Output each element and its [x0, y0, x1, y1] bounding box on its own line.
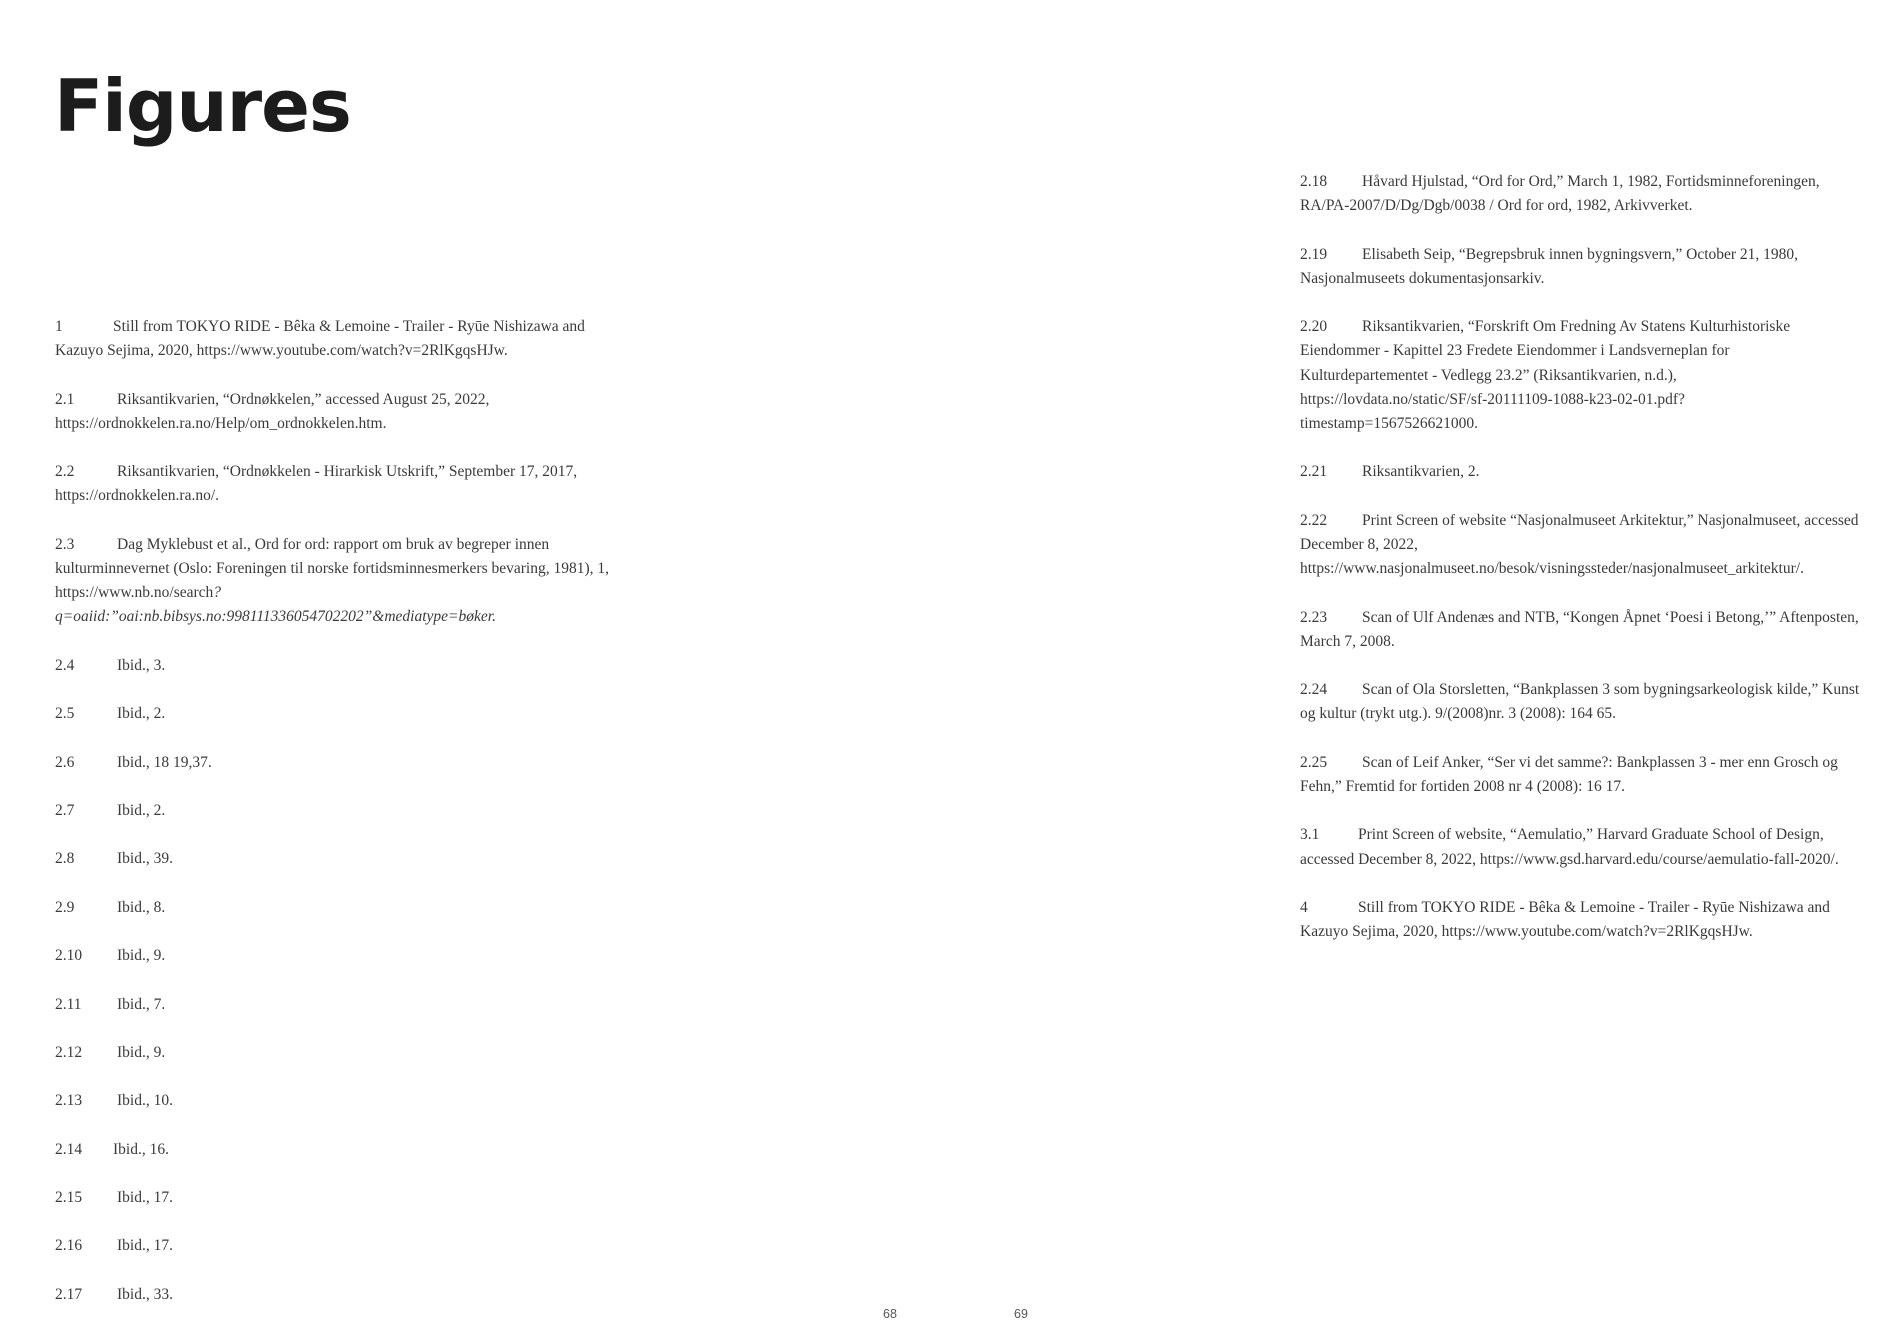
- note-number: 2.3: [55, 535, 75, 553]
- note-number: 2.5: [55, 705, 75, 723]
- note-number: 2.13: [55, 1092, 83, 1110]
- note-text: Ibid., 3.: [117, 656, 166, 674]
- figure-note-2-5: [55, 702, 615, 726]
- figure-note-2-1: [55, 388, 615, 436]
- page-number-left: 68: [883, 1307, 897, 1321]
- note-number: 2.2: [55, 463, 75, 481]
- figure-note-2-9: [55, 896, 615, 920]
- page-title: Figures: [54, 64, 351, 148]
- figure-note-2-18: [1300, 170, 1860, 218]
- note-text: Elisabeth Seip, “Begrepsbruk innen bygningsvern,” October 21, 1980, Nasjonalmuseets dokumentasjonsarkiv.: [1300, 245, 1799, 287]
- note-text: Ibid., 9.: [117, 1043, 166, 1061]
- note-number: 2.22: [1300, 511, 1328, 529]
- figure-note-2-25: [1300, 751, 1860, 799]
- figure-note-2-19: [1300, 243, 1860, 291]
- figure-note-2-2: [55, 460, 615, 508]
- figure-note-2-23: [1300, 606, 1860, 654]
- note-text: Ibid., 18 19,37.: [117, 753, 212, 771]
- page-number-right: 69: [1014, 1307, 1028, 1321]
- note-text: Dag Myklebust et al., Ord for ord: rapport om bruk av begreper innen kulturminnevernet (Oslo: Foreningen til norske fortidsminnesmerkers bevaring, 1981), 1, https://www.nb.no/search: [55, 535, 610, 602]
- note-number: 2.18: [1300, 173, 1328, 190]
- note-text: Ibid., 7.: [117, 995, 166, 1013]
- note-text: Still from TOKYO RIDE - Bêka & Lemoine - Trailer - Ryūe Nishizawa and Kazuyo Sejima, 2020, https://www.youtube.com/watch?v=2RlKgqsHJw.: [55, 318, 585, 360]
- figure-note-4: [1300, 896, 1860, 944]
- note-number: 2.19: [1300, 245, 1328, 263]
- note-text: Scan of Ola Storsletten, “Bankplassen 3 som bygningsarkeologisk kilde,” Kunst og kultur (trykt utg.). 9/(2008)nr. 3 (2008): 164 65.: [1300, 681, 1860, 723]
- right-figure-list: [1300, 170, 1860, 969]
- note-number: 2.15: [55, 1189, 83, 1207]
- figure-note-2-13: [55, 1089, 615, 1113]
- note-number: 4: [1300, 898, 1308, 916]
- note-text: Ibid., 2.: [117, 705, 166, 723]
- note-text: Still from TOKYO RIDE - Bêka & Lemoine - Trailer - Ryūe Nishizawa and Kazuyo Sejima, 2020, https://www.youtube.com/watch?v=2RlKgqsHJw.: [1300, 898, 1830, 941]
- note-number: 2.6: [55, 753, 75, 771]
- note-text: Ibid., 2.: [117, 801, 166, 819]
- note-text-italic: ?q=oaiid:”oai:nb.bibsys.no:998111336054702202”&mediatype=bøker.: [55, 584, 496, 626]
- note-number: 2.20: [1300, 318, 1328, 336]
- figure-note-2-20: [1300, 315, 1860, 436]
- figure-note-2-11: [55, 993, 615, 1017]
- note-text: Riksantikvarien, 2.: [1362, 463, 1480, 481]
- note-number: 2.21: [1300, 463, 1328, 481]
- figure-note-2-14: [55, 1138, 615, 1162]
- note-number: 2.24: [1300, 681, 1328, 699]
- note-number: 2.12: [55, 1043, 83, 1061]
- figure-note-2-4: [55, 654, 615, 678]
- note-number: 2.23: [1300, 608, 1328, 626]
- note-number: 2.25: [1300, 753, 1328, 771]
- note-number: 3.1: [1300, 826, 1320, 844]
- figure-note-3-1: [1300, 823, 1860, 871]
- note-number: 2.7: [55, 801, 75, 819]
- note-text: Scan of Leif Anker, “Ser vi det samme?: Bankplassen 3 - mer enn Grosch og Fehn,” Fremtid for fortiden 2008 nr 4 (2008): 16 17.: [1300, 753, 1838, 795]
- figure-note-2-24: [1300, 678, 1860, 726]
- note-text: Håvard Hjulstad, “Ord for Ord,” March 1, 1982, Fortidsminneforeningen, RA/PA-2007/D/Dg/Dgb/0038 / Ord for ord, 1982, Arkivverket.: [1300, 173, 1820, 215]
- note-text: Ibid., 10.: [117, 1092, 173, 1110]
- note-text: Print Screen of website “Nasjonalmuseet Arkitektur,” Nasjonalmuseet, accessed December 8, 2022, https://www.nasjonalmuseet.no/besok/visningssteder/nasjonalmuseet_arkitektur/.: [1300, 511, 1859, 578]
- note-text: Riksantikvarien, “Forskrift Om Fredning Av Statens Kulturhistoriske Eiendommer - Kapittel 23 Fredete Eiendommer i Landsverneplan for Kulturdepartementet - Vedlegg 23.2” (Riksantikvarien, n.d.), https://lovdata.no/static/SF/sf-20111109-1088-k23-02-01.pdf?timestamp=1567526621000.: [1300, 318, 1791, 432]
- note-text: Ibid., 9.: [117, 947, 166, 965]
- left-figure-list: [55, 315, 615, 1331]
- note-number: 2.11: [55, 995, 82, 1013]
- note-number: 2.16: [55, 1237, 83, 1255]
- note-text: Ibid., 17.: [117, 1189, 173, 1207]
- note-text: Ibid., 33.: [117, 1285, 173, 1303]
- figure-note-2-15: [55, 1186, 615, 1210]
- figure-note-2-3: [55, 533, 615, 630]
- figure-note-2-6: [55, 751, 615, 775]
- note-text: Riksantikvarien, “Ordnøkkelen,” accessed August 25, 2022, https://ordnokkelen.ra.no/Help/om_ordnokkelen.htm.: [55, 390, 490, 432]
- note-text: Print Screen of website, “Aemulatio,” Harvard Graduate School of Design, accessed December 8, 2022, https://www.gsd.harvard.edu/course/aemulatio-fall-2020/.: [1300, 826, 1839, 868]
- note-number: 2.14: [55, 1140, 83, 1158]
- figure-note-2-21: [1300, 460, 1860, 484]
- note-text: Ibid., 17.: [117, 1237, 173, 1255]
- figure-note-2-22: [1300, 509, 1860, 582]
- note-text: Riksantikvarien, “Ordnøkkelen - Hirarkisk Utskrift,” September 17, 2017, https://ordnokkelen.ra.no/.: [55, 463, 578, 505]
- note-number: 2.17: [55, 1285, 83, 1303]
- note-text: Ibid., 39.: [117, 850, 173, 868]
- note-number: 2.8: [55, 850, 75, 868]
- figure-note-2-10: [55, 944, 615, 968]
- note-number: 2.4: [55, 656, 75, 674]
- figure-note-2-12: [55, 1041, 615, 1065]
- note-number: 1: [55, 318, 63, 335]
- note-number: 2.1: [55, 390, 75, 408]
- note-text: Scan of Ulf Andenæs and NTB, “Kongen Åpnet ‘Poesi i Betong,’” Aftenposten, March 7, 2008.: [1300, 608, 1859, 650]
- figure-note-2-7: [55, 799, 615, 823]
- note-number: 2.10: [55, 947, 83, 965]
- figure-note-2-16: [55, 1234, 615, 1258]
- note-number: 2.9: [55, 898, 75, 916]
- figure-note-1: [55, 315, 615, 363]
- note-text: Ibid., 8.: [117, 898, 166, 916]
- note-text: Ibid., 16.: [113, 1140, 169, 1158]
- figure-note-2-17: [55, 1283, 615, 1307]
- figure-note-2-8: [55, 847, 615, 871]
